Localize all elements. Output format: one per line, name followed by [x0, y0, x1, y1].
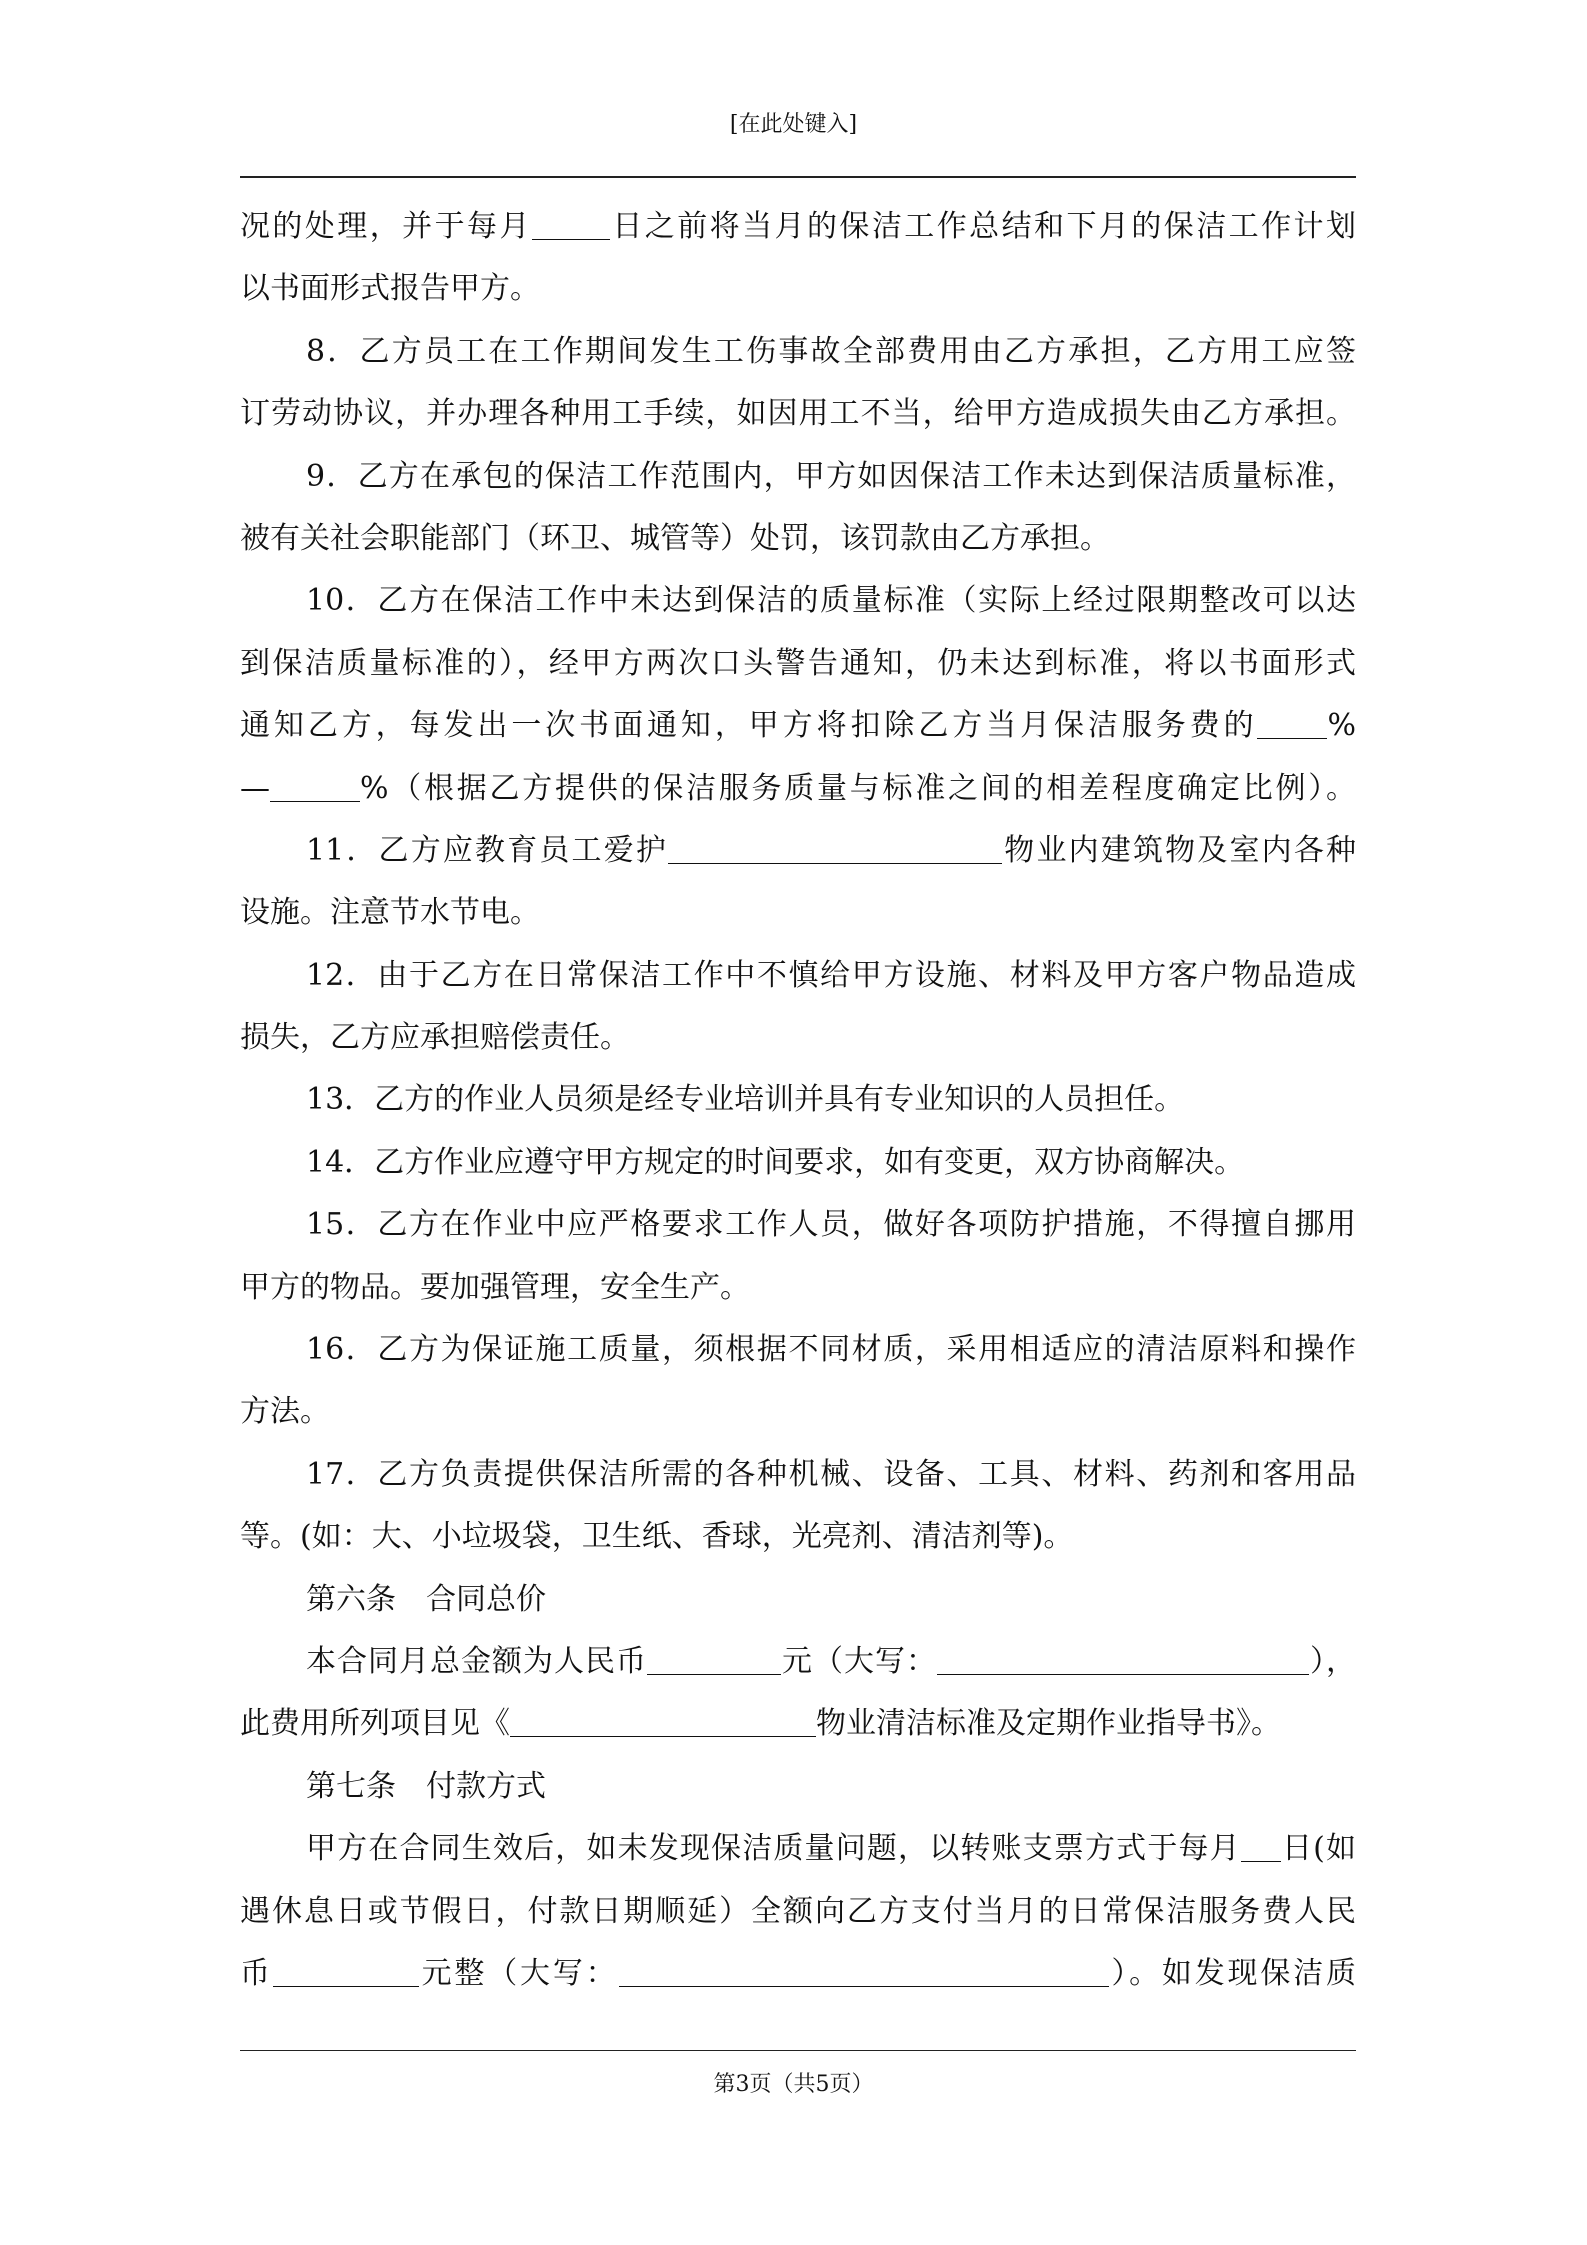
section-heading-7: 第七条 付款方式	[306, 1768, 546, 1804]
paragraph-line: — %（根据乙方提供的保洁服务质量与标准之间的相差程度确定比例）。	[240, 770, 1356, 806]
clause-15: 15．乙方在作业中应严格要求工作人员，做好各项防护措施，不得擅自挪用	[306, 1207, 1356, 1243]
clause-17: 17．乙方负责提供保洁所需的各种机械、设备、工具、材料、药剂和客用品	[306, 1456, 1356, 1492]
clause-11: 11．乙方应教育员工爱护 物业内建筑物及室内各种	[306, 832, 1356, 868]
paragraph-line: 况的处理，并于每月 日之前将当月的保洁工作总结和下月的保洁工作计划	[240, 209, 1356, 244]
paragraph-line: 订劳动协议，并办理各种用工手续，如因用工不当，给甲方造成损失由乙方承担。	[240, 396, 1356, 432]
paragraph-line: 到保洁质量标准的），经甲方两次口头警告通知，仍未达到标准，将以书面形式	[240, 645, 1356, 681]
standard-name-blank[interactable]	[510, 1706, 816, 1737]
page-header: [在此处键入]	[729, 112, 858, 137]
paragraph-line: 遇休息日或节假日，付款日期顺延）全额向乙方支付当月的日常保洁服务费人民	[240, 1893, 1356, 1929]
payment-day-blank[interactable]	[1241, 1831, 1281, 1862]
paragraph-line: 等。(如：大、小垃圾袋，卫生纸、香球，光亮剂、清洁剂等)。	[240, 1519, 1074, 1555]
section-heading-6: 第六条 合同总价	[306, 1581, 546, 1617]
header-rule	[240, 176, 1356, 178]
clause-16: 16．乙方为保证施工质量，须根据不同材质，采用相适应的清洁原料和操作	[306, 1332, 1356, 1368]
payment-line: 甲方在合同生效后，如未发现保洁质量问题，以转账支票方式于每月 日(如	[306, 1831, 1356, 1867]
clause-13: 13．乙方的作业人员须是经专业培训并具有专业知识的人员担任。	[306, 1082, 1185, 1118]
clause-8: 8．乙方员工在工作期间发生工伤事故全部费用由乙方承担，乙方用工应签	[306, 333, 1356, 369]
paragraph-line: 此费用所列项目见《 物业清洁标准及定期作业指导书》。	[240, 1706, 1281, 1742]
percent-blank-2[interactable]	[270, 771, 360, 802]
paragraph-line: 币 元整（大写： ）。如发现保洁质	[240, 1955, 1356, 1991]
total-amount-line: 本合同月总金额为人民币 元（大写： ），	[306, 1643, 1356, 1679]
footer-rule	[240, 2050, 1356, 2051]
paragraph-line: 设施。注意节水节电。	[240, 895, 540, 931]
clause-10: 10．乙方在保洁工作中未达到保洁的质量标准（实际上经过限期整改可以达	[306, 583, 1356, 619]
monthly-fee-words-blank[interactable]	[619, 1956, 1109, 1987]
page-number: 第3页（共5页）	[713, 2072, 874, 2097]
paragraph-line: 甲方的物品。要加强管理，安全生产。	[240, 1269, 750, 1305]
property-name-blank[interactable]	[668, 833, 1002, 864]
document-body	[240, 196, 1356, 2005]
percent-blank-1[interactable]	[1257, 708, 1327, 739]
amount-words-blank[interactable]	[937, 1644, 1309, 1675]
paragraph-line: 以书面形式报告甲方。	[240, 271, 540, 307]
amount-blank[interactable]	[647, 1644, 781, 1675]
clause-12: 12．由于乙方在日常保洁工作中不慎给甲方设施、材料及甲方客户物品造成	[306, 957, 1356, 993]
clause-14: 14．乙方作业应遵守甲方规定的时间要求，如有变更，双方协商解决。	[306, 1144, 1245, 1180]
paragraph-line: 通知乙方，每发出一次书面通知，甲方将扣除乙方当月保洁服务费的 %	[240, 708, 1356, 744]
day-blank[interactable]	[532, 209, 610, 240]
paragraph-line: 损失，乙方应承担赔偿责任。	[240, 1020, 630, 1056]
paragraph-line: 被有关社会职能部门（环卫、城管等）处罚，该罚款由乙方承担。	[240, 520, 1110, 556]
clause-9: 9．乙方在承包的保洁工作范围内，甲方如因保洁工作未达到保洁质量标准，	[306, 458, 1356, 494]
monthly-fee-blank[interactable]	[273, 1956, 419, 1987]
paragraph-line: 方法。	[240, 1394, 330, 1430]
